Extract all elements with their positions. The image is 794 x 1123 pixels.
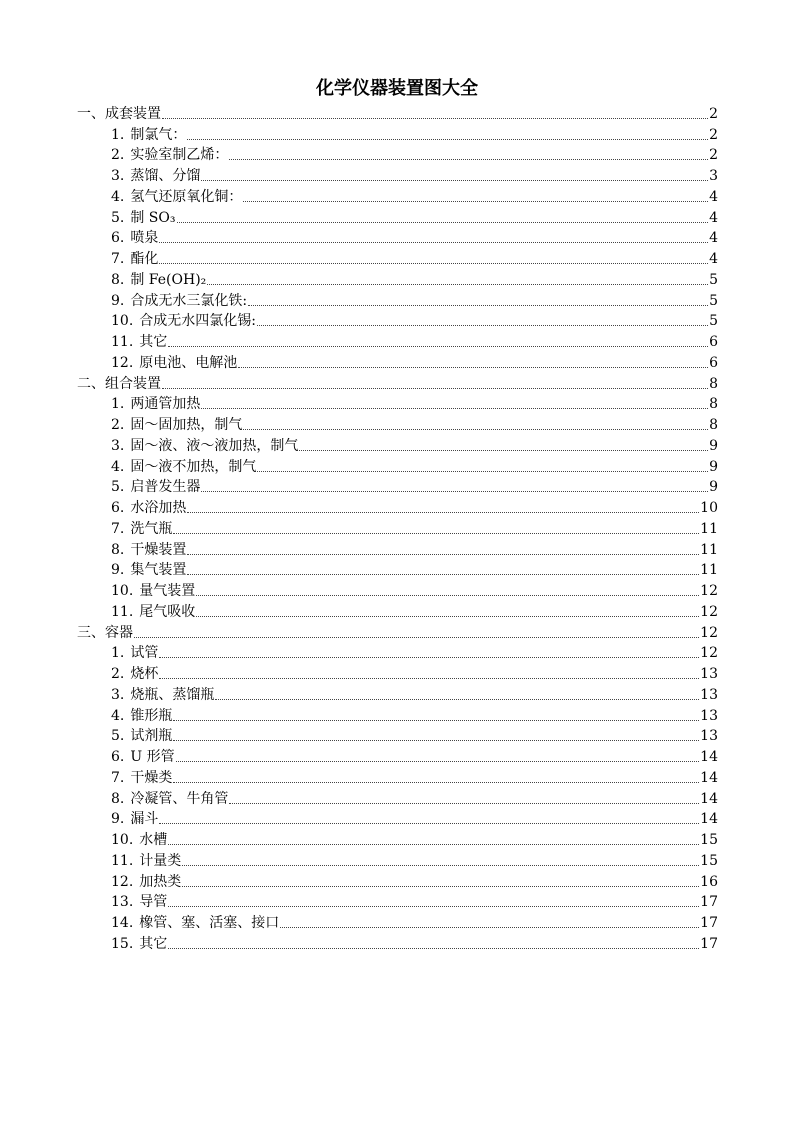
toc-entry[interactable] (77, 911, 718, 932)
toc-entry[interactable] (77, 538, 718, 559)
toc-entry-number: 10. (111, 583, 134, 599)
toc-entry[interactable] (77, 185, 718, 206)
toc-entry[interactable] (77, 662, 718, 683)
toc-leader (159, 678, 699, 679)
toc-entry[interactable] (77, 227, 718, 248)
toc-page-number: 5 (709, 271, 718, 288)
toc-leader (159, 263, 708, 264)
toc-page-number: 5 (709, 292, 718, 309)
toc-entry-label: 水槽 (139, 832, 168, 848)
toc-entry[interactable] (77, 849, 718, 870)
toc-entry-label: 固～固加热，制气 (130, 417, 243, 433)
toc-entry-label: 尾气吸收 (139, 603, 196, 620)
toc-entry-number: 1. (111, 396, 125, 413)
toc-entry-label: 合成无水三氯化铁: (130, 292, 248, 309)
toc-entry-label: 蒸馏、分馏 (130, 168, 201, 184)
toc-leader (168, 948, 699, 949)
toc-entry[interactable] (77, 517, 718, 538)
toc-section-label: 二、组合装置 (77, 375, 161, 392)
toc-page-number: 2 (709, 147, 718, 164)
toc-entry-number: 3. (111, 168, 125, 184)
toc-entry[interactable] (77, 247, 718, 268)
toc-entry-number: 13. (111, 894, 134, 911)
toc-leader (159, 657, 699, 658)
toc-entry-label: 启普发生器 (130, 479, 201, 496)
toc-leader (182, 865, 699, 866)
toc-entry-label: 原电池、电解池 (139, 354, 238, 371)
toc-entry-label: 橡管、塞、活塞、接口 (139, 915, 280, 931)
toc-page-number: 15 (700, 852, 718, 869)
toc-entry-label: 固～液、液～液加热，制气 (130, 437, 299, 454)
toc-page-number: 4 (709, 251, 718, 267)
toc-entry-number: 12. (111, 873, 134, 890)
toc-page-number: 14 (700, 749, 718, 765)
toc-entry[interactable] (77, 642, 718, 663)
toc-page-number: 6 (709, 354, 718, 371)
toc-page-number: 12 (700, 583, 718, 599)
toc-page-number: 9 (709, 458, 718, 475)
toc-entry-number: 8. (111, 790, 125, 807)
toc-entry[interactable] (77, 704, 718, 725)
toc-entry[interactable] (77, 600, 718, 621)
toc-entry[interactable] (77, 808, 718, 829)
toc-entry-label: 集气装置 (130, 562, 187, 579)
toc-section-label: 一、成套装置 (77, 105, 161, 122)
toc-page-number: 6 (709, 334, 718, 350)
toc-entry-label: 实验室制乙烯： (130, 147, 229, 164)
toc-leader (187, 512, 699, 513)
toc-page-number: 8 (709, 417, 718, 433)
toc-entry[interactable] (77, 289, 718, 310)
toc-leader (168, 346, 708, 347)
toc-page-number: 5 (709, 313, 718, 330)
toc-leader (173, 782, 699, 783)
toc-entry-label: 漏斗 (130, 811, 159, 828)
toc-entry-label: 其它 (139, 935, 168, 952)
toc-page-number: 13 (700, 707, 718, 724)
toc-entry-label: 烧瓶、蒸馏瓶 (130, 686, 215, 703)
toc-page-number: 12 (700, 624, 718, 641)
toc-page-number: 4 (709, 188, 718, 205)
toc-entry-label: U 形管 (130, 749, 175, 765)
toc-leader (168, 844, 699, 845)
table-of-contents (77, 102, 718, 953)
page-title: 化学仪器装置图大全 (316, 78, 478, 99)
toc-entry-number: 9. (111, 292, 125, 309)
toc-leader (187, 574, 699, 575)
toc-entry[interactable] (77, 932, 718, 953)
toc-entry[interactable] (77, 579, 718, 600)
toc-page-number: 10 (700, 500, 718, 516)
toc-section-3[interactable] (77, 621, 718, 642)
toc-page-number: 4 (709, 230, 718, 247)
toc-leader (173, 740, 699, 741)
toc-page-number: 4 (709, 209, 718, 226)
toc-leader (173, 720, 699, 721)
toc-entry-number: 9. (111, 562, 125, 579)
toc-entry-number: 4. (111, 188, 125, 205)
toc-entry[interactable] (77, 351, 718, 372)
toc-entry[interactable] (77, 828, 718, 849)
toc-entry-number: 1. (111, 645, 125, 662)
toc-entry-label: 酯化 (130, 251, 159, 267)
toc-entry[interactable] (77, 164, 718, 185)
toc-entry-label: 制 Fe(OH)₂ (130, 271, 207, 288)
toc-entry[interactable] (77, 413, 718, 434)
toc-entry-number: 11. (111, 334, 134, 350)
toc-leader (159, 823, 699, 824)
toc-page-number: 8 (709, 396, 718, 413)
toc-page-number: 13 (700, 728, 718, 745)
toc-page-number: 11 (700, 562, 718, 579)
toc-entry[interactable] (77, 683, 718, 704)
toc-page-number: 15 (700, 832, 718, 848)
toc-entry-number: 2. (111, 666, 125, 682)
toc-entry-label: 干燥装置 (130, 541, 187, 558)
toc-entry-number: 10. (111, 313, 134, 330)
toc-entry[interactable] (77, 476, 718, 497)
toc-page-number: 11 (700, 520, 718, 537)
toc-page-number: 3 (709, 168, 718, 184)
toc-section-label: 三、容器 (77, 624, 133, 641)
toc-leader (215, 699, 699, 700)
toc-entry-label: 合成无水四氯化锡: (139, 313, 256, 330)
toc-page-number: 17 (700, 935, 718, 952)
toc-entry-number: 2. (111, 147, 125, 164)
toc-entry[interactable] (77, 144, 718, 165)
toc-entry-number: 6. (111, 500, 125, 516)
toc-leader (207, 284, 708, 285)
toc-entry[interactable] (77, 559, 718, 580)
toc-section-2[interactable] (77, 372, 718, 393)
toc-entry[interactable] (77, 725, 718, 746)
toc-page-number: 9 (709, 437, 718, 454)
toc-page-number: 17 (700, 915, 718, 931)
toc-entry-number: 3. (111, 686, 125, 703)
toc-leader (299, 450, 708, 451)
toc-entry-label: 喷泉 (130, 230, 159, 247)
toc-entry-label: 固～液不加热，制气 (130, 458, 257, 475)
toc-entry[interactable] (77, 891, 718, 912)
toc-entry-label: 其它 (139, 334, 168, 350)
toc-leader (173, 533, 699, 534)
toc-entry-label: 加热类 (139, 873, 182, 890)
toc-entry-label: 水浴加热 (130, 500, 187, 516)
toc-leader (187, 554, 699, 555)
toc-leader (229, 159, 708, 160)
toc-leader (238, 367, 708, 368)
toc-leader (177, 222, 709, 223)
toc-entry-label: 烧杯 (130, 666, 159, 682)
toc-entry[interactable] (77, 787, 718, 808)
toc-leader (162, 118, 708, 119)
toc-entry-label: 试管 (130, 645, 159, 662)
toc-entry-label: 干燥类 (130, 769, 173, 786)
toc-page-number: 13 (700, 686, 718, 703)
toc-leader (134, 637, 699, 638)
toc-leader (196, 595, 699, 596)
toc-entry[interactable] (77, 310, 718, 331)
toc-entry-number: 5. (111, 728, 125, 745)
toc-entry-number: 14. (111, 915, 134, 931)
toc-page-number: 2 (709, 105, 718, 122)
toc-leader (196, 616, 699, 617)
toc-entry-number: 7. (111, 520, 125, 537)
toc-leader (257, 471, 708, 472)
toc-leader (201, 491, 708, 492)
toc-entry-label: 冷凝管、牛角管 (130, 790, 229, 807)
toc-entry-label: 氢气还原氧化铜： (130, 188, 243, 205)
toc-page-number: 16 (700, 873, 718, 890)
toc-entry-label: 洗气瓶 (130, 520, 173, 537)
toc-leader (187, 139, 708, 140)
toc-leader (159, 242, 708, 243)
toc-leader (162, 388, 708, 389)
toc-entry-number: 11. (111, 603, 134, 620)
toc-entry[interactable] (77, 455, 718, 476)
toc-leader (182, 886, 699, 887)
toc-entry-number: 4. (111, 458, 125, 475)
toc-entry-label: 锥形瓶 (130, 707, 173, 724)
toc-page-number: 14 (700, 811, 718, 828)
toc-entry-number: 6. (111, 749, 125, 765)
toc-entry-label: 两通管加热 (130, 396, 201, 413)
toc-leader (229, 803, 699, 804)
toc-page-number: 13 (700, 666, 718, 682)
toc-leader (168, 906, 699, 907)
toc-entry[interactable] (77, 496, 718, 517)
toc-leader (201, 180, 708, 181)
toc-leader (243, 429, 708, 430)
toc-entry-number: 8. (111, 541, 125, 558)
toc-page-number: 2 (709, 126, 718, 143)
toc-entry-number: 3. (111, 437, 125, 454)
toc-leader (257, 325, 708, 326)
toc-entry-number: 5. (111, 209, 125, 226)
toc-entry-number: 11. (111, 852, 134, 869)
toc-entry[interactable] (77, 330, 718, 351)
toc-entry-number: 7. (111, 251, 125, 267)
toc-page-number: 14 (700, 769, 718, 786)
toc-entry[interactable] (77, 745, 718, 766)
toc-entry-label: 制 SO₃ (130, 209, 176, 226)
toc-entry[interactable] (77, 870, 718, 891)
toc-entry-label: 导管 (139, 894, 168, 911)
toc-leader (280, 927, 699, 928)
toc-entry-number: 1. (111, 126, 125, 143)
toc-entry-label: 计量类 (139, 852, 182, 869)
toc-entry[interactable] (77, 393, 718, 414)
toc-entry-label: 量气装置 (139, 583, 196, 599)
toc-entry-number: 4. (111, 707, 125, 724)
toc-page-number: 11 (700, 541, 718, 558)
toc-page-number: 8 (709, 375, 718, 392)
toc-entry-number: 6. (111, 230, 125, 247)
toc-entry-number: 2. (111, 417, 125, 433)
toc-entry[interactable] (77, 434, 718, 455)
toc-page-number: 12 (700, 645, 718, 662)
toc-entry[interactable] (77, 766, 718, 787)
toc-entry[interactable] (77, 268, 718, 289)
toc-entry-label: 制氯气： (130, 126, 187, 143)
toc-page-number: 14 (700, 790, 718, 807)
toc-entry-number: 8. (111, 271, 125, 288)
toc-leader (243, 201, 708, 202)
toc-page-number: 12 (700, 603, 718, 620)
toc-entry-number: 12. (111, 354, 134, 371)
toc-leader (248, 305, 708, 306)
toc-entry[interactable] (77, 123, 718, 144)
toc-entry-number: 10. (111, 832, 134, 848)
toc-entry-number: 9. (111, 811, 125, 828)
toc-leader (176, 761, 700, 762)
toc-entry-label: 试剂瓶 (130, 728, 173, 745)
toc-entry-number: 7. (111, 769, 125, 786)
toc-entry[interactable] (77, 206, 718, 227)
toc-section-1[interactable] (77, 102, 718, 123)
toc-page-number: 17 (700, 894, 718, 911)
toc-entry-number: 5. (111, 479, 125, 496)
toc-leader (201, 408, 708, 409)
toc-entry-number: 15. (111, 935, 134, 952)
toc-page-number: 9 (709, 479, 718, 496)
